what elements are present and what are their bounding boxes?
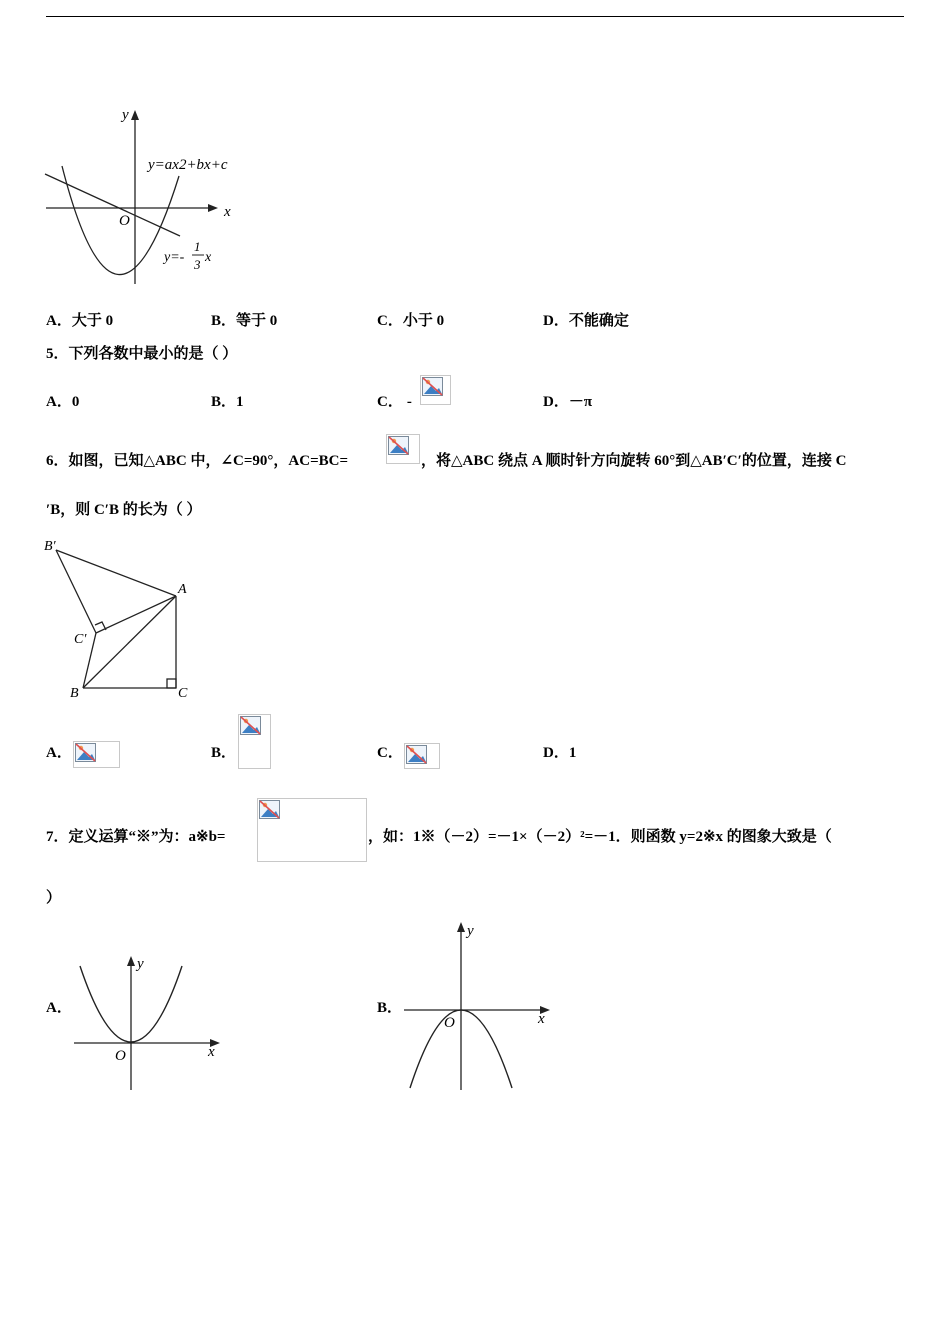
q7-stem-part1: 7．定义运算“※”为：a※b=: [46, 829, 226, 845]
graph-a-x-label: x: [208, 1044, 215, 1060]
line-label-suffix: x: [205, 250, 212, 265]
q6-option-d[interactable]: D．1: [543, 745, 577, 761]
q7-stem-part2: ，如：1※（－2）=－1×（－2）²=－1．则函数 y=2※x 的图象大致是（: [368, 829, 832, 845]
graph-b-y-label: y: [467, 923, 474, 939]
parabola-figure: [40, 100, 250, 290]
label-c-prime: C′: [74, 632, 87, 647]
label-b: B: [70, 686, 79, 701]
q6-option-c-image: [404, 743, 440, 769]
q6-option-a-image: [73, 741, 120, 768]
q7-stem-line2: ）: [46, 890, 62, 906]
broken-image-icon: [259, 800, 281, 820]
q6-option-c[interactable]: C．: [377, 745, 403, 761]
q6-option-b[interactable]: B．: [211, 745, 237, 761]
broken-image-icon: [75, 743, 97, 763]
q5-option-c-formula-image: [420, 375, 451, 405]
graph-b-x-label: x: [538, 1011, 545, 1027]
label-a: A: [178, 582, 187, 597]
q6-stem-line2: ′B，则 C′B 的长为（ ）: [46, 502, 202, 518]
q7-definition-formula-image: [257, 798, 367, 862]
q6-stem-part2: ，将△ABC 绕点 A 顺时针方向旋转 60°到△AB′C′的位置，连接 C: [421, 453, 847, 469]
q6-option-a[interactable]: A．: [46, 745, 72, 761]
q5-option-a[interactable]: A．0: [46, 394, 80, 410]
line-label-denominator: 3: [194, 257, 201, 272]
q4-option-a[interactable]: A．大于 0: [46, 313, 114, 329]
q4-option-c[interactable]: C．小于 0: [377, 313, 445, 329]
origin-label: O: [119, 213, 130, 229]
q5-option-d[interactable]: D．－π: [543, 394, 593, 410]
q5-option-c-label: C．: [377, 394, 403, 410]
curve-label: y=ax2+bx+c: [148, 157, 228, 173]
q5-stem: 5．下列各数中最小的是（ ）: [46, 346, 238, 362]
q7-option-a[interactable]: A．: [46, 1000, 72, 1016]
broken-image-icon: [422, 377, 444, 397]
q4-option-d[interactable]: D．不能确定: [543, 313, 629, 329]
q7-option-a-graph[interactable]: [70, 950, 230, 1092]
graph-a-y-label: y: [137, 956, 144, 972]
x-axis-label: x: [224, 204, 231, 220]
q6-stem-part1: 6．如图，已知△ABC 中，∠C=90°，AC=BC=: [46, 453, 349, 469]
line-label-prefix: y=-: [164, 250, 185, 265]
q4-option-b[interactable]: B．等于 0: [211, 313, 278, 329]
header-rule: [46, 16, 904, 17]
q6-option-b-image: [238, 714, 271, 769]
label-c: C: [178, 686, 188, 701]
broken-image-icon: [388, 436, 410, 456]
rotation-triangle-figure: [40, 535, 200, 705]
q6-stem-formula-image: [386, 434, 420, 464]
y-axis-label: y: [122, 107, 129, 123]
broken-image-icon: [406, 745, 428, 765]
label-b-prime: B′: [44, 539, 56, 554]
line-label-numerator: 1: [194, 239, 201, 254]
q7-option-b[interactable]: B．: [377, 1000, 403, 1016]
graph-b-origin-label: O: [444, 1015, 455, 1031]
graph-a-origin-label: O: [115, 1048, 126, 1064]
q5-option-c-sign: -: [406, 394, 412, 410]
q5-option-c[interactable]: [377, 392, 412, 412]
broken-image-icon: [240, 716, 262, 736]
q5-option-b[interactable]: B．1: [211, 394, 244, 410]
q7-option-b-graph[interactable]: [400, 918, 560, 1092]
